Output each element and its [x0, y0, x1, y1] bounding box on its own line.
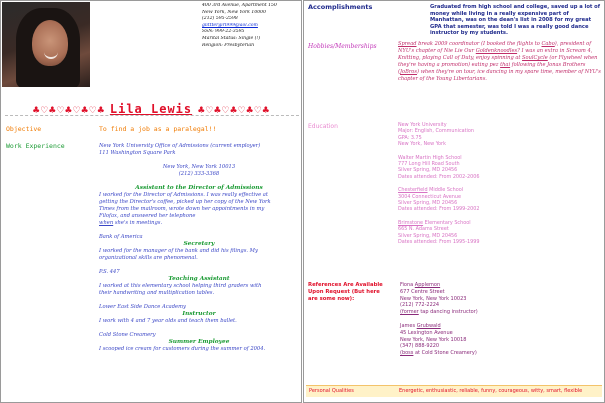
personal-qualities-label: Personal Qualities — [309, 388, 354, 394]
contact-city: New York, New York 10000 — [202, 9, 267, 15]
edu3-dates: Dates attended: From 1999-2002 — [398, 206, 480, 213]
ref2-city: New York, New York 10018 — [400, 336, 467, 343]
personal-qualities-row — [306, 385, 602, 397]
contact-religion: Religion: Presbyterian — [202, 42, 255, 48]
job2-title: Secretary — [183, 241, 215, 247]
ref1-city: New York, New York 10023 — [400, 295, 467, 302]
ref1-last-name: Applemon — [414, 282, 441, 288]
edu1-school: New York University — [398, 122, 447, 128]
job4-title: Instructor — [182, 311, 216, 317]
ref1-name — [400, 282, 602, 289]
job1-phone: (212) 333-3368 — [178, 171, 220, 177]
job5-desc-line1: I scooped ice cream for customers during the summer of 2004. — [99, 346, 266, 352]
edu2-city: Silver Spring, MD 20456 — [398, 167, 458, 174]
job1-desc-line5 — [99, 220, 299, 227]
job3-desc-line2: their handwriting and multiplication tables. — [99, 290, 215, 296]
job1-desc-line4: Filofax, and answered her telephone — [99, 213, 196, 219]
job1-title: Assistant to the Director of Admissions — [135, 185, 263, 191]
ref1-note-rest: tap dancing instructor) — [418, 309, 478, 316]
work-experience-section — [99, 143, 299, 353]
hobbies-label: Hobbies/Memberships — [308, 43, 377, 50]
job1-city: New York, New York 10013 — [162, 164, 236, 170]
job2-desc-line1: I worked for the manager of the bank and did his filings. My — [99, 248, 258, 254]
ref2-address: 45 Lexington Avenue — [400, 329, 453, 336]
ref1-first-name: Fiona — [400, 282, 415, 288]
references-label: References Are Available Upon Request (But here are some now): — [308, 282, 383, 302]
ref1-note — [400, 309, 602, 316]
contact-block — [202, 3, 302, 49]
edu4-dates: Dates attended: From 1995-1999 — [398, 239, 480, 246]
edu4-school-type: Elementary School — [423, 219, 471, 226]
hobbies-soulcycle: SoulCycle — [522, 54, 548, 61]
education-section — [398, 122, 602, 246]
job2-desc-line2: organizational skills are phenomenal. — [99, 255, 198, 261]
hobbies-cabo: Cabo — [541, 41, 555, 47]
edu3-school-type: Middle School — [427, 187, 464, 194]
ref2-note-boss: (boss — [400, 350, 414, 357]
candidate-name: Lila Lewis — [109, 102, 193, 116]
name-divider — [5, 115, 299, 116]
edu3-address: 3004 Connecticut Avenue — [398, 193, 462, 200]
references-section — [400, 282, 602, 357]
edu1-city: New York, New York — [398, 141, 446, 148]
objective-label: Objective — [6, 125, 42, 133]
education-label: Education — [308, 123, 338, 130]
hobbies-jobros: JoBros — [400, 68, 417, 75]
job3-desc-line1: I worked at this elementary school helping third graders with — [99, 283, 262, 289]
name-ornament-left: ♣♡♣♡♣♡♣♡♣ — [32, 106, 105, 116]
edu2-school: Walter Martin High School — [398, 154, 462, 161]
resume-page-left — [0, 0, 302, 403]
ref1-phone: (212) 772-2224 — [400, 302, 440, 309]
ref1-address: 677 Centre Street — [400, 288, 445, 295]
job1-desc-when: when — [99, 220, 114, 226]
job1-address: 111 Washington Square Park — [99, 150, 176, 156]
hobbies-goldenknoodles: Goldenknoodles — [475, 47, 518, 54]
job4-desc-line1: I work with 4 and 7 year olds and teach them ballet. — [99, 318, 237, 324]
personal-qualities-text: Energetic, enthusiastic, reliable, funny, courageous, witty, smart, flexible — [399, 388, 583, 394]
hobbies-part6: ? I was an extra in Scream 4, Knitting, playing Call of Duty, enjoy spinning at — [398, 47, 593, 61]
hobbies-part4: ), president of NYU's chapter of Nie Lie Our — [398, 41, 592, 54]
job1-desc-line3: Times from the mailroom, wrote down her appointments in my — [99, 206, 265, 212]
accomplishments-label: Accomplishments — [308, 3, 373, 11]
job2-org: Bank of America — [99, 234, 143, 240]
hobbies-part10: following the Jonas Brothers ( — [398, 61, 586, 75]
ref1-note-former: (former — [400, 309, 419, 316]
contact-address: 400 3rd Avenue, Apartment 150 — [202, 3, 277, 8]
job1-desc-line1: I worked for the Director of Admissions. I was really effective at — [99, 192, 268, 198]
photo-face-shape — [32, 20, 68, 66]
contact-email-link[interactable]: glitttergirl999@aol.com — [202, 22, 258, 28]
edu2-address: 777 Long Hill Road South — [398, 161, 460, 168]
hobbies-part12: ) when they're on tour, ice dancing in my spare time, member of NYU's chapter of the Young Libertarians. — [398, 68, 601, 82]
ref2-note-rest: at Cold Stone Creamery) — [413, 350, 477, 357]
accomplishments-text: Graduated from high school and college, saved up a lot of money while living in a really expensive part of Manhattan, was on the dean's list in 2008 for my great GPA that semester, was told I was a really good dance instructor by my students. — [430, 4, 600, 37]
edu1-gpa: GPA: 3.75 — [398, 134, 422, 141]
hobbies-text — [398, 41, 602, 82]
work-experience-label: Work Experience — [6, 142, 65, 150]
contact-ssn: SSN: 999-22-3595 — [202, 29, 245, 35]
job5-org: Cold Stone Creamery — [99, 332, 156, 338]
job1-org: New York University Office of Admissions (current employer) — [99, 143, 261, 149]
contact-phone: (212) 595-2598 — [202, 16, 238, 22]
contact-marital: Marital Status: Single (!) — [202, 35, 261, 41]
ref2-last-name: Grubwald — [416, 322, 441, 329]
hobbies-part8: (or Flywheel when they're having a promotion) eating pez — [398, 54, 598, 68]
hobbies-part2: break 2009 coordinator (I booked the flights to — [416, 41, 542, 47]
edu1-major: Major: English, Communication — [398, 128, 475, 135]
edu4-address: 665 N. Adams Street — [398, 226, 449, 233]
objective-text: To find a job as a paralegal!! — [99, 125, 217, 133]
ref2-phone: (347) 888-9220 — [400, 343, 440, 350]
edu3-school-name: Chesterfield — [398, 187, 428, 194]
job1-desc-rest: she's in meetings. — [113, 220, 163, 226]
job1-desc-line2: getting the Director's coffee, picked up her copy of the New York — [99, 199, 271, 205]
job5-title: Summer Employee — [168, 339, 230, 345]
edu2-dates: Dates attended: From 2002-2006 — [398, 173, 480, 180]
ref2-first-name: James — [400, 322, 417, 329]
edu4-school-name: Brimstone — [398, 219, 424, 226]
profile-photo — [2, 2, 90, 87]
edu3-city: Silver Spring, MD 20456 — [398, 200, 458, 207]
ref2-name — [400, 323, 602, 330]
job3-org: P.S. 447 — [99, 269, 120, 275]
resume-page-right — [303, 0, 605, 403]
hobbies-spread: Spread — [398, 41, 417, 47]
job3-title: Teaching Assistant — [168, 276, 230, 282]
hobbies-thai: thai — [500, 61, 511, 68]
ref2-note — [400, 350, 602, 357]
edu4-city: Silver Spring, MD 20456 — [398, 232, 458, 239]
job4-org: Lower East Side Dance Academy — [99, 304, 186, 310]
name-ornament-right: ♣♡♣♡♣♡♣♡♣ — [197, 106, 270, 116]
